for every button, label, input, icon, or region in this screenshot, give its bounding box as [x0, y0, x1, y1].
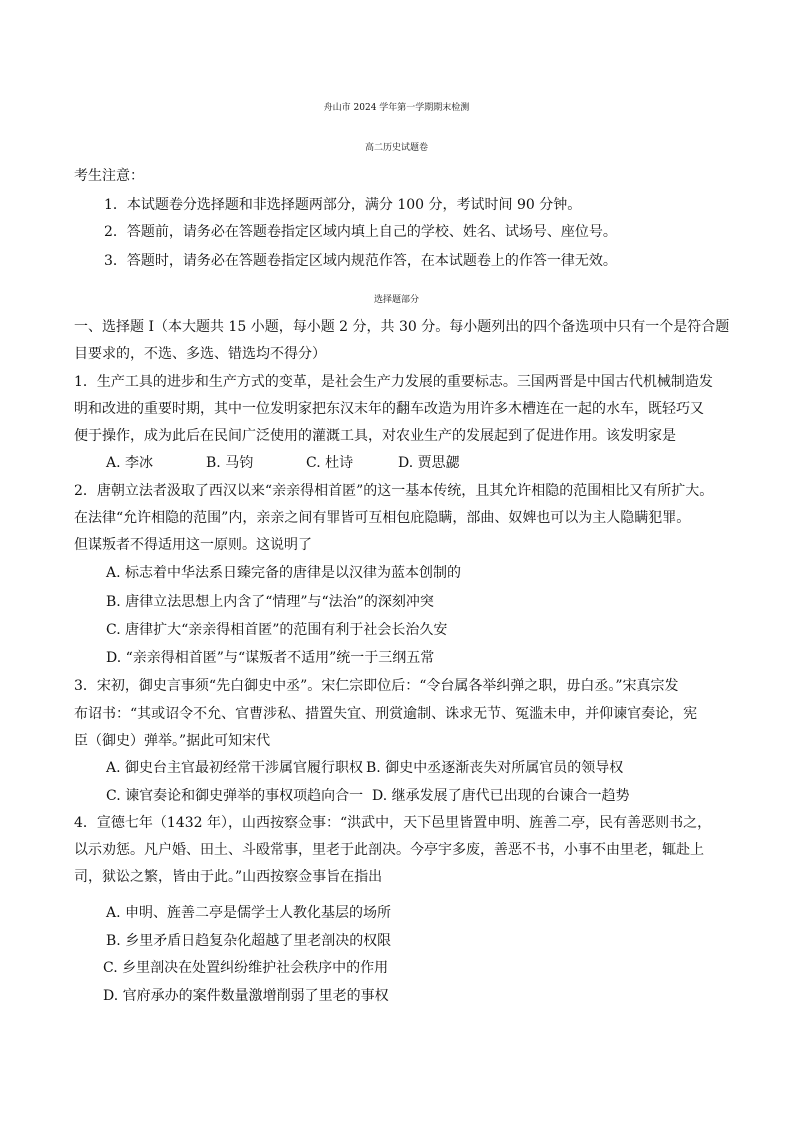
option-a[interactable]: A. 李冰: [106, 455, 154, 471]
option-b[interactable]: B. 乡里矛盾日趋复杂化超越了里老剖决的权限: [106, 933, 392, 949]
option-b[interactable]: B. 御史中丞逐渐丧失对所属官员的领导权: [366, 760, 624, 776]
question-3-stem: 3．宋初，御史言事须“先白御史中丞”。宋仁宗即位后：“令台属各举纠弹之职，毋白丞。”宋真宗发: [74, 678, 679, 694]
notice-item: 2．答题前，请务必在答题卷指定区域内填上自己的学校、姓名、试场号、座位号。: [104, 224, 617, 240]
question-3-options-row-2: [0, 786, 793, 806]
question-4-stem: 4．宣德七年（1432 年），山西按察佥事：“洪武中，天下邑里皆置申明、旌善二亭，民有善恶则书之，: [74, 815, 712, 831]
question-1-stem: 便于操作，成为此后在民间广泛使用的灌溉工具，对农业生产的发展起到了促进作用。该发明家是: [74, 428, 676, 444]
option-d[interactable]: D. 贾思勰: [398, 455, 460, 471]
question-1-stem: 1．生产工具的进步和生产方式的变革，是社会生产力发展的重要标志。三国两晋是中国古代机械制造发: [74, 374, 713, 390]
exam-subtitle: 高二历史试题卷: [364, 143, 428, 153]
question-1-options: [0, 453, 793, 473]
option-c[interactable]: C. 杜诗: [306, 455, 354, 471]
option-d[interactable]: D. 官府承办的案件数量激增削弱了里老的事权: [103, 988, 389, 1004]
exam-title: 舟山市 2024 学年第一学期期末检测: [323, 103, 470, 113]
option-d[interactable]: D. 继承发展了唐代已出现的台谏合一趋势: [372, 788, 630, 804]
notice-heading: 考生注意：: [74, 168, 144, 184]
option-d[interactable]: D. “亲亲得相首匿”与“谋叛者不适用”统一于三纲五常: [106, 650, 435, 666]
question-3-options-row-1: [0, 758, 793, 778]
question-4-stem: 以示劝惩。凡户婚、田土、斗殴常事，里老于此剖决。今亭宇多废，善恶不书，小事不由里老，辄赴上: [74, 842, 704, 858]
notice-item: 3．答题时，请务必在答题卷指定区域内规范作答，在本试题卷上的作答一律无效。: [104, 253, 617, 269]
section-intro: 目要求的，不选、多选、错选均不得分）: [74, 346, 326, 362]
question-2-stem: 在法律“允许相隐的范围”内，亲亲之间有罪皆可互相包庇隐瞒，部曲、奴婢也可以为主人隐瞒犯罪。: [74, 510, 691, 526]
option-c[interactable]: C. 谏官奏论和御史弹举的事权项趋向合一: [106, 788, 364, 804]
option-a[interactable]: A. 标志着中华法系日臻完备的唐律是以汉律为蓝本创制的: [106, 565, 462, 581]
question-3-stem: 臣（御史）弹举。”据此可知宋代: [74, 733, 271, 749]
question-4-stem: 司，狱讼之繁，皆由于此。”山西按察佥事旨在指出: [74, 869, 383, 885]
question-3-stem: 布诏书：“其或诏令不允、官曹涉私、措置失宜、刑赏逾制、诛求无节、冤滥未申，并仰谏官奏论，宪: [74, 706, 698, 722]
question-2-stem: 但谋叛者不得适用这一原则。这说明了: [74, 537, 312, 553]
section-intro: 一、选择题 I（本大题共 15 小题，每小题 2 分，共 30 分。每小题列出的四个备选项中只有一个是符合题: [74, 319, 730, 335]
notice-item: 1．本试题卷分选择题和非选择题两部分，满分 100 分，考试时间 90 分钟。: [104, 197, 582, 213]
option-b[interactable]: B. 马钧: [206, 455, 254, 471]
question-1-stem: 明和改进的重要时期，其中一位发明家把东汉末年的翻车改造为用许多木槽连在一起的水车，既轻巧又: [74, 401, 704, 417]
option-c[interactable]: C. 唐律扩大“亲亲得相首匿”的范围有利于社会长治久安: [106, 622, 448, 638]
section-title: 选择题部分: [373, 295, 419, 305]
option-a[interactable]: A. 御史台主官最初经常干涉属官履行职权: [106, 760, 364, 776]
option-a[interactable]: A. 申明、旌善二亭是儒学士人教化基层的场所: [106, 905, 392, 921]
question-2-stem: 2．唐朝立法者汲取了西汉以来“亲亲得相首匿”的这一基本传统，且其允许相隐的范围相比又有所扩大。: [74, 483, 714, 499]
option-b[interactable]: B. 唐律立法思想上内含了“情理”与“法治”的深刻冲突: [106, 594, 434, 610]
option-c[interactable]: C. 乡里剖决在处置纠纷维护社会秩序中的作用: [103, 960, 389, 976]
